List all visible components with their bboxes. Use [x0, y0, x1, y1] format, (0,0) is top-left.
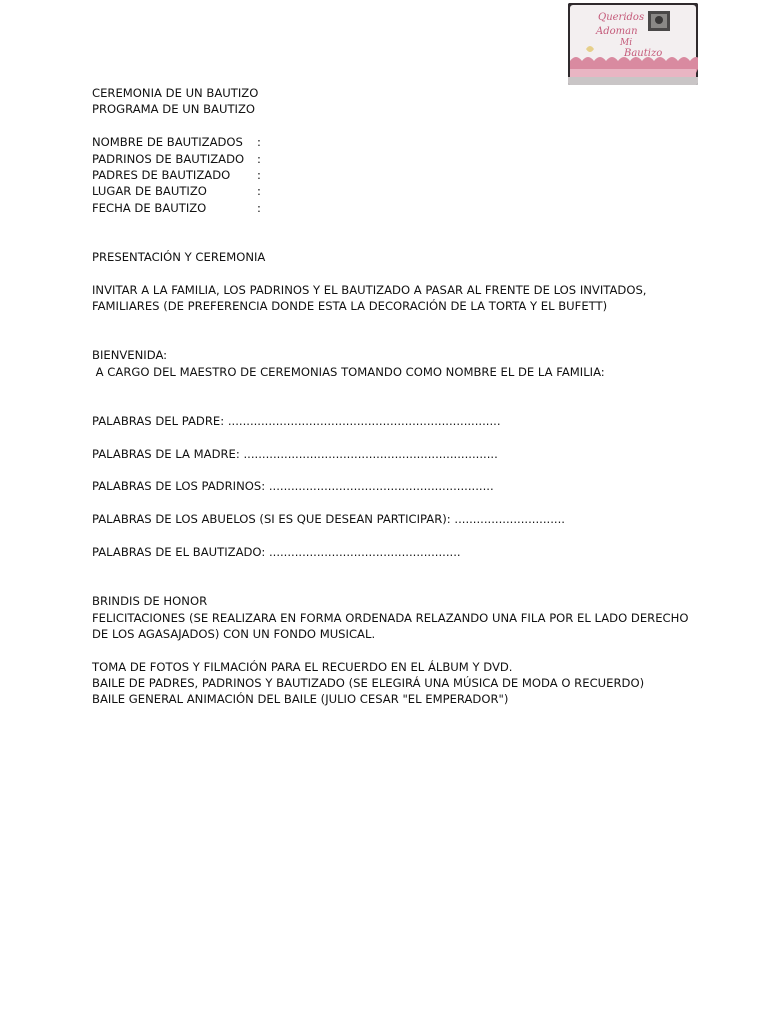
spacer — [92, 314, 692, 330]
heading-ceremony: CEREMONIA DE UN BAUTIZO — [92, 86, 259, 100]
welcome-title: BIENVENIDA: — [92, 348, 168, 363]
field-separator: : — [257, 200, 261, 215]
field-row — [92, 183, 692, 199]
field-separator: : — [257, 167, 261, 182]
field-label: PADRINOS DE BAUTIZADO — [92, 151, 245, 166]
document-body — [92, 85, 692, 708]
congrats-line: FELICITACIONES (SE REALIZARA EN FORMA ORDENADA RELAZANDO UNA FILA POR EL LADO DERECHO — [92, 610, 689, 625]
speech-grandparents: PALABRAS DE LOS ABUELOS (SI ES QUE DESEAN PARTICIPAR): .............................. — [92, 512, 565, 527]
field-label: NOMBRE DE BAUTIZADOS — [92, 135, 243, 150]
spacer — [92, 216, 692, 232]
field-separator: : — [257, 151, 261, 166]
heading-program: PROGRAMA DE UN BAUTIZO — [92, 102, 256, 117]
field-label: LUGAR DE BAUTIZO — [92, 184, 207, 199]
dance-line: BAILE GENERAL ANIMACIÓN DEL BAILE (JULIO CESAR "EL EMPERADOR") — [92, 692, 509, 707]
photos-line: TOMA DE FOTOS Y FILMACIÓN PARA EL RECUERDO EN EL ÁLBUM Y DVD. — [92, 659, 513, 674]
spacer — [92, 118, 692, 134]
speech-godparents: PALABRAS DE LOS PADRINOS: ............................................................. — [92, 479, 494, 494]
field-row — [92, 200, 692, 216]
spacer — [92, 380, 692, 396]
presentation-line: FAMILIARES (DE PREFERENCIA DONDE ESTA LA DECORACIÓN DE LA TORTA Y EL BUFETT) — [92, 299, 608, 314]
presentation-line: INVITAR A LA FAMILIA, LOS PADRINOS Y EL BAUTIZADO A PASAR AL FRENTE DE LOS INVITADOS, — [92, 282, 647, 297]
field-row — [92, 167, 692, 183]
spacer — [92, 233, 692, 249]
spacer — [92, 462, 692, 478]
cake-text-3: Mi — [620, 38, 633, 48]
field-row — [92, 151, 692, 167]
speech-father: PALABRAS DEL PADRE: .......................................................................... — [92, 413, 501, 428]
spacer — [92, 577, 692, 593]
cake-photo-icon — [568, 3, 698, 85]
cake-text-2: Adoman — [596, 26, 638, 37]
presentation-title: PRESENTACIÓN Y CEREMONIA — [92, 249, 266, 264]
field-separator: : — [257, 184, 261, 199]
spacer — [92, 495, 692, 511]
spacer — [92, 396, 692, 412]
spacer — [92, 528, 692, 544]
spacer — [92, 642, 692, 658]
spacer — [92, 331, 692, 347]
field-separator: : — [257, 135, 261, 150]
cake-text-4: Bautizo — [624, 48, 663, 59]
dance-line: BAILE DE PADRES, PADRINOS Y BAUTIZADO (SE ELEGIRÁ UNA MÚSICA DE MODA O RECUERDO) — [92, 676, 645, 691]
speech-mother: PALABRAS DE LA MADRE: ..................................................................... — [92, 446, 498, 461]
field-row — [92, 134, 692, 150]
field-label: PADRES DE BAUTIZADO — [92, 167, 231, 182]
field-label: FECHA DE BAUTIZO — [92, 200, 207, 215]
toast-title: BRINDIS DE HONOR — [92, 594, 208, 609]
spacer — [92, 265, 692, 281]
welcome-line: A CARGO DEL MAESTRO DE CEREMONIAS TOMANDO COMO NOMBRE EL DE LA FAMILIA: — [92, 364, 605, 379]
congrats-line: DE LOS AGASAJADOS) CON UN FONDO MUSICAL. — [92, 626, 376, 641]
cake-photo-svg — [568, 3, 698, 85]
spacer — [92, 560, 692, 576]
spacer — [92, 429, 692, 445]
cake-text-1: Queridos — [598, 12, 645, 23]
speech-baptized: PALABRAS DE EL BAUTIZADO: .................................................... — [92, 544, 461, 559]
